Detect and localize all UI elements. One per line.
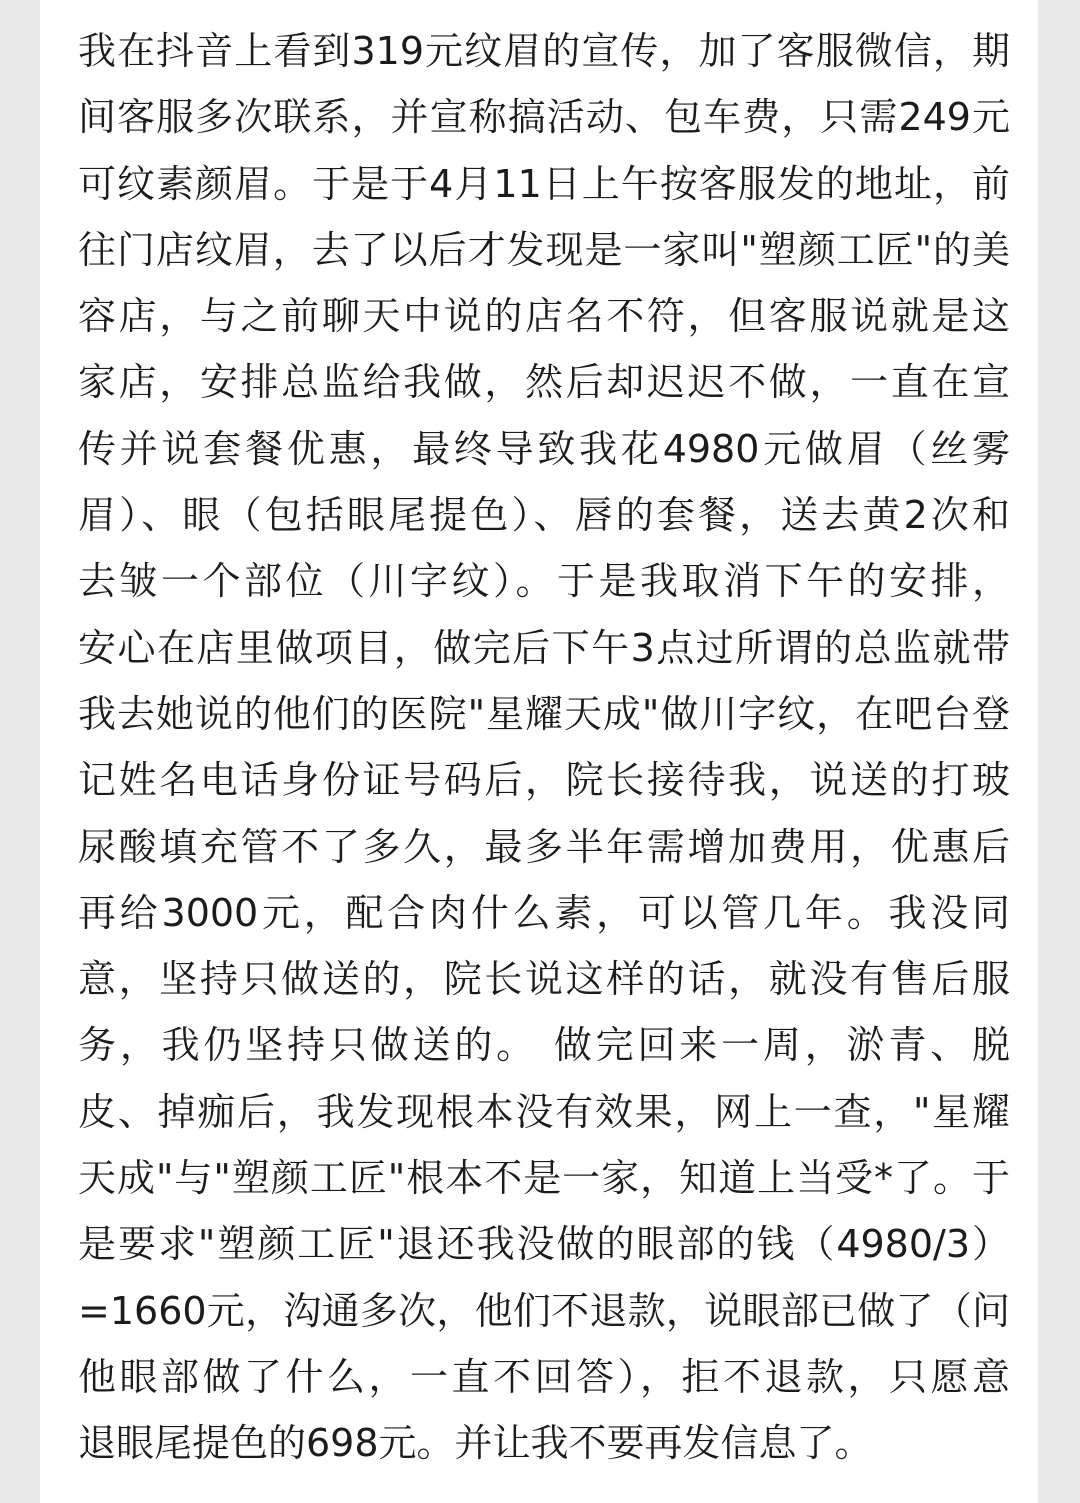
post-line: 去皱一个部位（川字纹）。于是我取消下午的安排， xyxy=(78,559,1010,604)
post-line: 是要求"塑颜工匠"退还我没做的眼部的钱（4980/3） xyxy=(78,1222,1010,1267)
post-line: 我在抖音上看到319元纹眉的宣传，加了客服微信，期 xyxy=(78,29,1010,73)
post-line: 意，坚持只做送的，院长说这样的话，就没有售后服 xyxy=(78,957,1010,1002)
post-line: 眉）、眼（包括眼尾提色）、唇的套餐，送去黄2次和 xyxy=(78,493,1010,538)
post-line: 往门店纹眉，去了以后才发现是一家叫"塑颜工匠"的美 xyxy=(78,227,1010,272)
post-line: 传并说套餐优惠，最终导致我花4980元做眉（丝雾 xyxy=(78,426,1010,471)
post-body xyxy=(78,18,1010,1477)
post-line: 再给3000元，配合肉什么素，可以管几年。我没同 xyxy=(78,890,1010,935)
post-line: 我去她说的他们的医院"星耀天成"做川字纹，在吧台登 xyxy=(78,691,1010,736)
post-line: 尿酸填充管不了多久，最多半年需增加费用，优惠后 xyxy=(78,824,1010,869)
post-line: 务，我仍坚持只做送的。 做完回来一周，淤青、脱 xyxy=(78,1023,1010,1068)
post-page xyxy=(40,0,1038,1503)
post-line: =1660元，沟通多次，他们不退款，说眼部已做了（问 xyxy=(78,1288,1010,1333)
post-line: 家店，安排总监给我做，然后却迟迟不做，一直在宣 xyxy=(78,360,1010,405)
post-line: 可纹素颜眉。于是于4月11日上午按客服发的地址，前 xyxy=(78,161,1010,206)
post-line: 记姓名电话身份证号码后，院长接待我，说送的打玻 xyxy=(78,758,1010,803)
post-line: 间客服多次联系，并宣称搞活动、包车费，只需249元 xyxy=(78,95,1010,140)
post-line: 天成"与"塑颜工匠"根本不是一家，知道上当受*了。于 xyxy=(78,1156,1010,1201)
post-line: 他眼部做了什么，一直不回答），拒不退款，只愿意 xyxy=(78,1354,1010,1399)
post-line: 皮、掉痂后，我发现根本没有效果，网上一查，"星耀 xyxy=(78,1089,1010,1134)
post-line: 安心在店里做项目，做完后下午3点过所谓的总监就带 xyxy=(78,625,1010,670)
post-line: 容店，与之前聊天中说的店名不符，但客服说就是这 xyxy=(78,294,1010,339)
post-line: 退眼尾提色的698元。并让我不要再发信息了。 xyxy=(78,1421,873,1466)
